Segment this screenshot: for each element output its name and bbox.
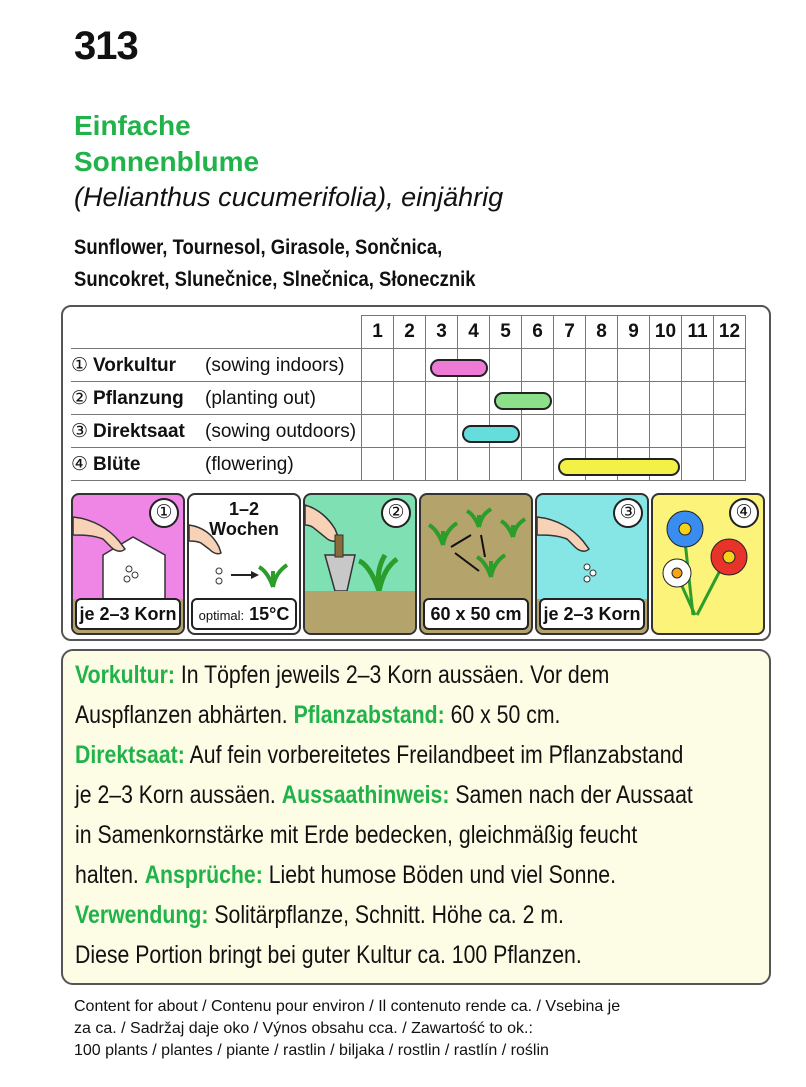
- panel-number: ③: [613, 498, 643, 528]
- panel-sowing-outdoors: [535, 493, 649, 635]
- calendar-row-pflanzung: ② Pflanzung (planting out): [71, 382, 746, 415]
- calendar-bar-1: [430, 359, 488, 377]
- calendar-bar-2: [494, 392, 552, 410]
- month-3: 3: [426, 316, 458, 349]
- panel-number: ②: [381, 498, 411, 528]
- title-line1: Einfache: [74, 110, 191, 141]
- month-4: 4: [458, 316, 490, 349]
- calendar-bar-4: [558, 458, 680, 476]
- month-7: 7: [554, 316, 586, 349]
- month-2: 2: [394, 316, 426, 349]
- calendar-table: [71, 315, 746, 481]
- germination-time: 1–2 Wochen: [209, 499, 279, 539]
- panel-caption: je 2–3 Korn: [75, 598, 181, 630]
- month-5: 5: [490, 316, 522, 349]
- panel-flowering: [651, 493, 765, 635]
- month-12: 12: [714, 316, 746, 349]
- calendar-row-bluete: ④ Blüte (flowering): [71, 448, 746, 481]
- panel-number: ④: [729, 498, 759, 528]
- month-11: 11: [682, 316, 714, 349]
- calendar-row-direktsaat: ③ Direktsaat (sowing outdoors): [71, 415, 746, 448]
- month-9: 9: [618, 316, 650, 349]
- common-names-line2: Suncokret, Slunečnice, Slnečnica, Słonecznik: [74, 268, 476, 291]
- calendar-row-vorkultur: ① Vorkultur (sowing indoors): [71, 349, 746, 382]
- product-title: [74, 108, 259, 180]
- common-names-line1: Sunflower, Tournesol, Girasole, Sončnica,: [74, 236, 443, 259]
- panel-spacing: [419, 493, 533, 635]
- common-names: [74, 232, 602, 296]
- month-10: 10: [650, 316, 682, 349]
- sowing-calendar: [61, 305, 771, 641]
- packet-number: 313: [74, 24, 138, 68]
- panel-caption: optimal: 15°C: [191, 598, 297, 630]
- portion-footer: Content for about / Contenu pour environ / Il contenuto rende ca. / Vsebina je za ca. / Sadržaj daje oko / Výnos obsahu cca. / Zawartość to ok.: 100 plants / plantes / piante / rastlin / biljaka / rostlin / rastlín / roślin: [74, 998, 621, 1059]
- instructions-box: [61, 649, 771, 985]
- panel-germination: [187, 493, 301, 635]
- month-8: 8: [586, 316, 618, 349]
- panel-planting-out: [303, 493, 417, 635]
- month-1: 1: [362, 316, 394, 349]
- panel-caption: 60 x 50 cm: [423, 598, 529, 630]
- panel-sowing-indoors: [71, 493, 185, 635]
- latin-name: (Helianthus cucumerifolia), einjährig: [74, 182, 504, 212]
- title-line2: Sonnenblume: [74, 146, 260, 177]
- calendar-bar-3: [462, 425, 520, 443]
- calendar-header-row: [71, 316, 746, 349]
- instructions-text: Vorkultur: In Töpfen jeweils 2–3 Korn aussäen. Vor dem Auspflanzen abhärten. Pflanzabstand: 60 x 50 cm. Direktsaat: Auf fein vorbereitetes Freilandbeet im Pflanzabstand je 2–3 Korn aussäen. Aussaathinweis: Samen nach der Aussaat in Samenkornstärke mit Erde bedecken, gleichmäßig feucht halten. Ansprüche: Liebt humose Böden und viel Sonne. Verwendung: Solitärpflanze, Schnitt. Höhe ca. 2 m. Diese Portion bringt bei guter Kultur ca. 100 Pflanzen.: [75, 661, 693, 969]
- panel-number: ①: [149, 498, 179, 528]
- month-6: 6: [522, 316, 554, 349]
- panel-caption: je 2–3 Korn: [539, 598, 645, 630]
